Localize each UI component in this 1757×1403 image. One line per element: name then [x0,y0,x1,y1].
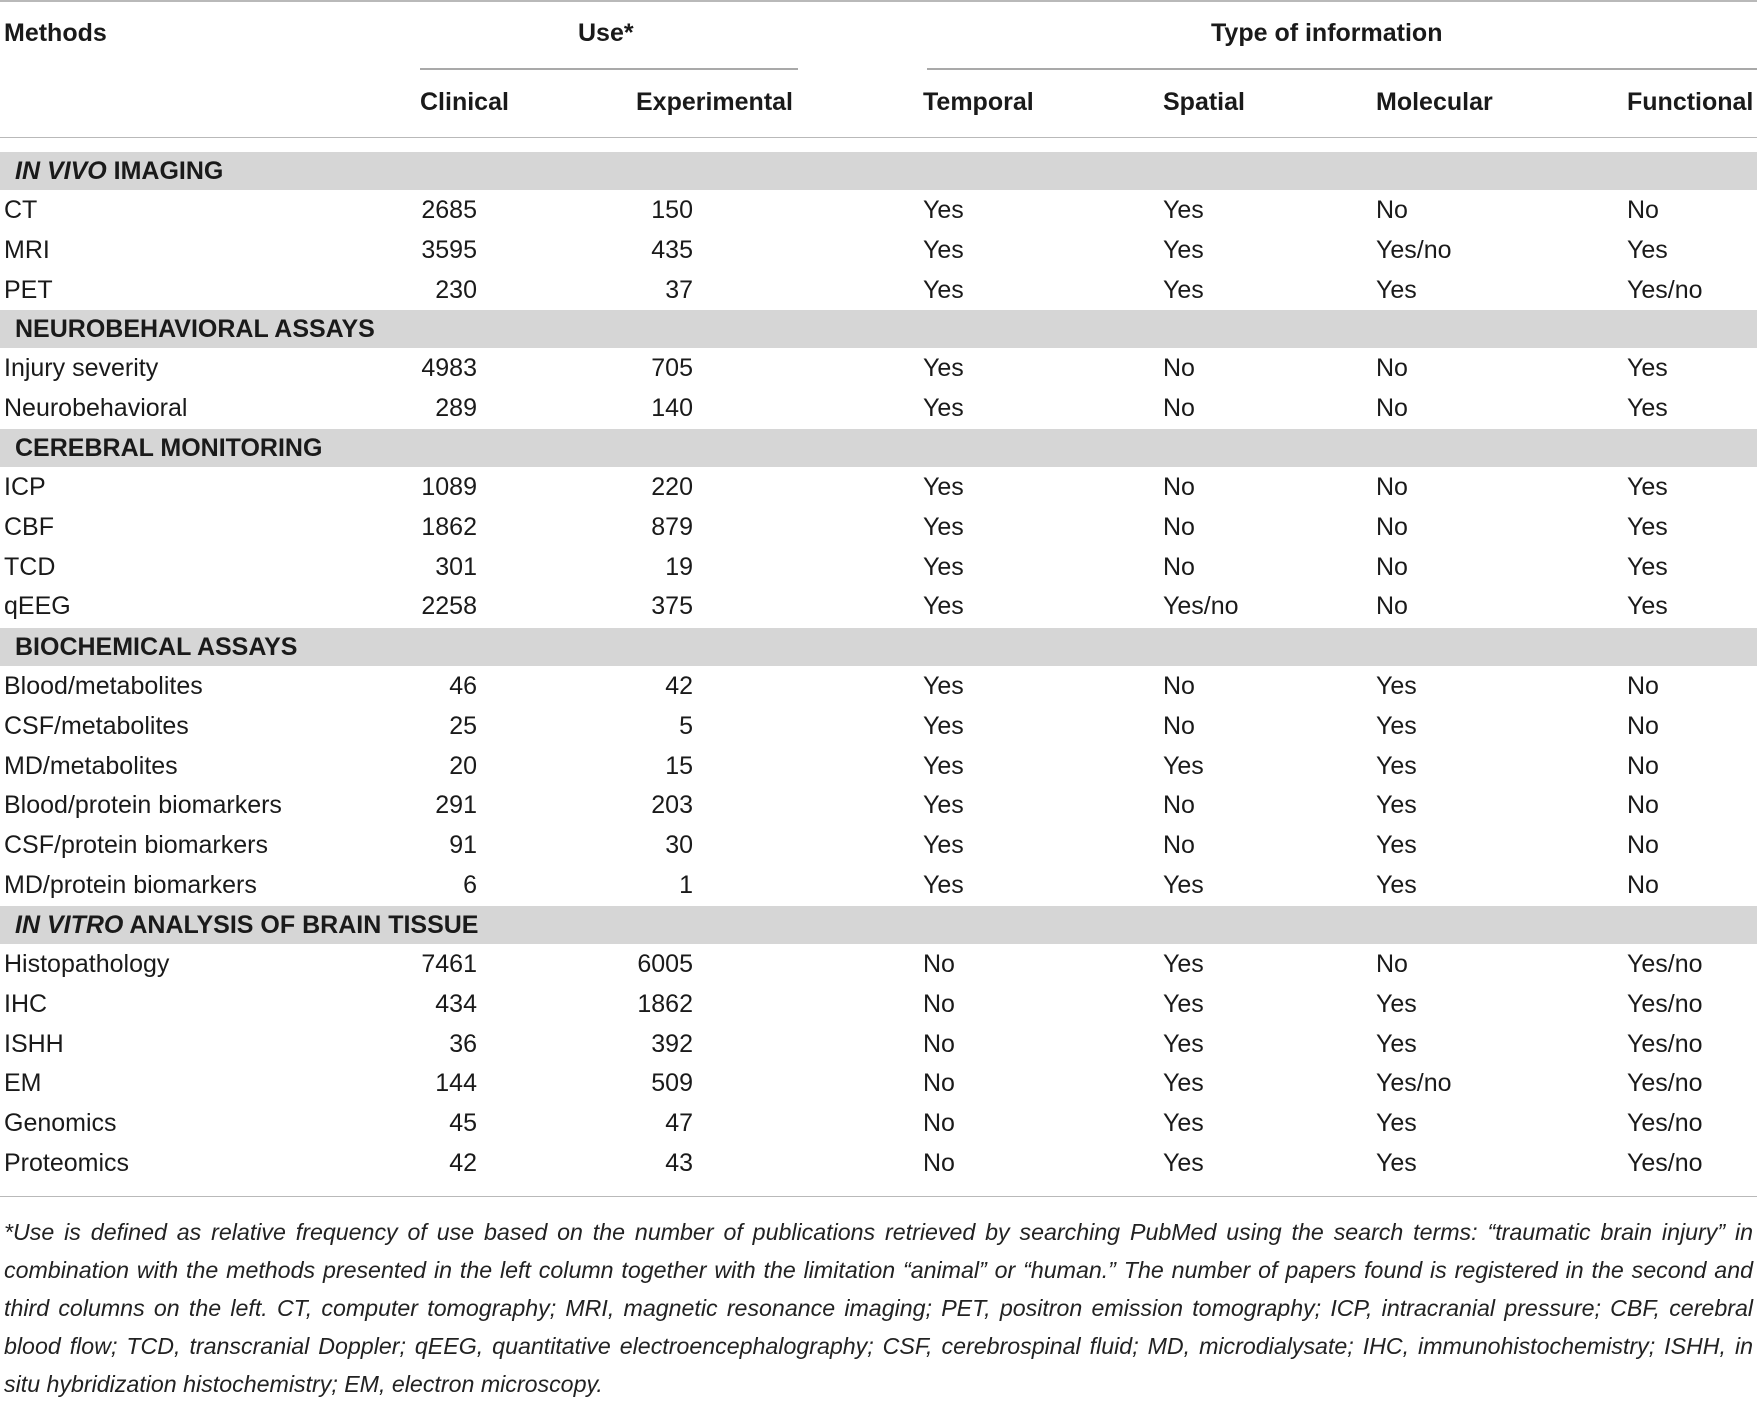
clinical-cell: 289 [435,393,477,422]
experimental-cell: 220 [651,473,693,501]
experimental-cell: 47 [665,1109,693,1138]
clinical-cell: 6 [463,871,477,899]
clinical-cell: 46 [449,672,477,700]
clinical-cell: 20 [449,751,477,780]
table-row [0,944,1757,984]
functional-cell: No [1627,751,1659,780]
spatial-cell: No [1163,393,1195,422]
table-row [0,1024,1757,1064]
header-bottom-rule [0,137,1757,138]
spatial-cell: Yes [1163,1029,1204,1058]
functional-cell: Yes/no [1627,950,1703,978]
section-title: IMAGING [106,157,224,185]
section-header [0,429,1757,467]
clinical-cell: 3595 [421,235,477,264]
method-cell: Genomics [4,1109,117,1138]
clinical-cell: 2685 [421,196,477,224]
clinical-cell: 4983 [421,354,477,382]
table-row [0,230,1757,270]
header-type-of-information: Type of information [1211,19,1443,47]
method-cell: Injury severity [4,354,159,382]
functional-cell: Yes/no [1627,1109,1703,1138]
molecular-cell: Yes [1376,711,1417,740]
table-row [0,547,1757,587]
table-row [0,785,1757,825]
method-cell: Histopathology [4,950,170,978]
experimental-cell: 42 [665,672,693,700]
table-row [0,190,1757,230]
method-cell: CSF/protein biomarkers [4,831,268,860]
clinical-cell: 291 [435,791,477,820]
spatial-cell: No [1163,552,1195,581]
functional-cell: No [1627,831,1659,860]
molecular-cell: No [1376,393,1408,422]
temporal-cell: No [923,1029,955,1058]
header-temporal: Temporal [923,88,1034,116]
method-cell: Neurobehavioral [4,393,188,422]
temporal-cell: Yes [923,592,964,621]
table-footnote: *Use is defined as relative frequency of use based on the number of publications retrieved by searching PubMed using the search terms: “traumatic brain injury” in combination with the methods presented in the left column together with the limitation “animal” or “human.” The number of papers found is registered in the second and third columns on the left. CT, computer tomography; MRI, magnetic resonance imaging; PET, positron emission tomography; ICP, intracranial pressure; CBF, cerebral blood flow; TCD, transcranial Doppler; qEEG, quantitative electroencephalography; CSF, cerebrospinal fluid; MD, microdialysate; IHC, immunohistochemistry; ISHH, in situ hybridization histochemistry; EM, electron microscopy. [4,1219,1753,1397]
molecular-cell: No [1376,196,1408,224]
experimental-cell: 6005 [637,950,693,978]
method-cell: ISHH [4,1029,64,1058]
molecular-cell: No [1376,552,1408,581]
functional-cell: Yes [1627,473,1668,501]
experimental-cell: 509 [651,1069,693,1098]
section-header [0,906,1757,944]
header-spatial: Spatial [1163,88,1245,116]
molecular-cell: No [1376,354,1408,382]
table-row [0,666,1757,706]
molecular-cell: Yes [1376,672,1417,700]
experimental-cell: 30 [665,831,693,860]
functional-cell: No [1627,672,1659,700]
functional-cell: No [1627,871,1659,899]
section-title: CEREBRAL MONITORING [15,434,323,462]
temporal-cell: No [923,1149,955,1177]
molecular-cell: No [1376,512,1408,541]
clinical-cell: 1089 [421,473,477,501]
molecular-cell: Yes [1376,275,1417,304]
experimental-cell: 879 [651,512,693,541]
functional-cell: Yes [1627,592,1668,621]
method-cell: Proteomics [4,1149,130,1177]
spatial-cell: No [1163,831,1195,860]
experimental-cell: 1 [679,871,693,899]
temporal-cell: Yes [923,393,964,422]
table-row [0,586,1757,626]
spatial-cell: Yes [1163,196,1204,224]
molecular-cell: No [1376,592,1408,621]
section-title: NEUROBEHAVIORAL ASSAYS [15,315,375,343]
spatial-cell: Yes/no [1163,592,1239,621]
experimental-cell: 150 [651,196,693,224]
spatial-cell: Yes [1163,989,1204,1018]
functional-cell: Yes/no [1627,1029,1703,1058]
molecular-cell: Yes [1376,1029,1417,1058]
functional-cell: No [1627,711,1659,740]
spatial-cell: Yes [1163,1069,1204,1098]
temporal-cell: Yes [923,473,964,501]
clinical-cell: 144 [435,1069,477,1098]
header-functional: Functional [1627,88,1754,116]
method-cell: MD/protein biomarkers [4,871,257,899]
temporal-cell: No [923,989,955,1018]
temporal-cell: Yes [923,711,964,740]
clinical-cell: 91 [449,831,477,860]
use-group-rule [420,68,798,70]
functional-cell: No [1627,791,1659,820]
table-row [0,1143,1757,1183]
temporal-cell: Yes [923,275,964,304]
header-clinical: Clinical [420,88,509,116]
table-row [0,746,1757,786]
functional-cell: Yes/no [1627,989,1703,1018]
method-cell: CT [4,196,38,224]
experimental-cell: 140 [651,393,693,422]
temporal-cell: No [923,950,955,978]
method-cell: TCD [4,552,56,581]
experimental-cell: 19 [665,552,693,581]
molecular-cell: Yes [1376,989,1417,1018]
molecular-cell: No [1376,950,1408,978]
section-header [0,310,1757,348]
method-cell: PET [4,275,53,304]
clinical-cell: 301 [435,552,477,581]
spatial-cell: Yes [1163,751,1204,780]
section-title: BIOCHEMICAL ASSAYS [15,633,298,661]
header-experimental: Experimental [636,88,794,116]
header-use: Use* [578,19,634,47]
molecular-cell: Yes/no [1376,1069,1452,1098]
section-title: ANALYSIS OF BRAIN TISSUE [123,911,479,939]
molecular-cell: Yes [1376,751,1417,780]
molecular-cell: No [1376,473,1408,501]
section-title-italic: IN VIVO [15,157,107,185]
header-methods: Methods [4,19,107,47]
temporal-cell: Yes [923,871,964,899]
temporal-cell: Yes [923,512,964,541]
functional-cell: Yes [1627,552,1668,581]
spatial-cell: Yes [1163,275,1204,304]
spatial-cell: Yes [1163,871,1204,899]
spatial-cell: Yes [1163,235,1204,264]
clinical-cell: 45 [449,1109,477,1138]
spatial-cell: No [1163,354,1195,382]
table-row [0,467,1757,507]
table-row [0,706,1757,746]
experimental-cell: 375 [651,592,693,621]
method-cell: CBF [4,512,54,541]
experimental-cell: 435 [651,235,693,264]
section-title-italic: IN VITRO [15,911,124,939]
section-header [0,152,1757,190]
table-bottom-rule [0,1196,1757,1197]
functional-cell: Yes/no [1627,1069,1703,1098]
molecular-cell: Yes [1376,1149,1417,1177]
method-cell: ICP [4,473,46,501]
table-row [0,348,1757,388]
top-rule [0,0,1757,2]
temporal-cell: Yes [923,751,964,780]
functional-cell: Yes/no [1627,275,1703,304]
spatial-cell: Yes [1163,1149,1204,1177]
temporal-cell: Yes [923,196,964,224]
section-header [0,628,1757,666]
molecular-cell: Yes [1376,1109,1417,1138]
table-row [0,1063,1757,1103]
method-cell: qEEG [4,592,71,621]
spatial-cell: No [1163,512,1195,541]
clinical-cell: 230 [435,275,477,304]
experimental-cell: 705 [651,354,693,382]
clinical-cell: 7461 [421,950,477,978]
table-row [0,825,1757,865]
temporal-cell: Yes [923,672,964,700]
temporal-cell: Yes [923,791,964,820]
table-row [0,388,1757,428]
spatial-cell: No [1163,791,1195,820]
method-cell: EM [4,1069,42,1098]
clinical-cell: 42 [449,1149,477,1177]
temporal-cell: No [923,1109,955,1138]
functional-cell: Yes/no [1627,1149,1703,1177]
temporal-cell: No [923,1069,955,1098]
method-cell: Blood/protein biomarkers [4,791,282,820]
functional-cell: Yes [1627,235,1668,264]
molecular-cell: Yes [1376,791,1417,820]
header-molecular: Molecular [1376,88,1493,116]
experimental-cell: 1862 [637,989,693,1018]
type-group-rule [927,68,1757,70]
table-row [0,507,1757,547]
temporal-cell: Yes [923,354,964,382]
method-cell: Blood/metabolites [4,672,203,700]
spatial-cell: Yes [1163,950,1204,978]
functional-cell: Yes [1627,354,1668,382]
spatial-cell: No [1163,711,1195,740]
table-row [0,270,1757,310]
clinical-cell: 36 [449,1029,477,1058]
molecular-cell: Yes/no [1376,235,1452,264]
functional-cell: No [1627,196,1659,224]
experimental-cell: 5 [679,711,693,740]
experimental-cell: 203 [651,791,693,820]
method-cell: MD/metabolites [4,751,178,780]
molecular-cell: Yes [1376,871,1417,899]
spatial-cell: Yes [1163,1109,1204,1138]
table-row [0,984,1757,1024]
experimental-cell: 392 [651,1029,693,1058]
clinical-cell: 1862 [421,512,477,541]
method-cell: IHC [4,989,48,1018]
functional-cell: Yes [1627,512,1668,541]
temporal-cell: Yes [923,831,964,860]
molecular-cell: Yes [1376,831,1417,860]
spatial-cell: No [1163,473,1195,501]
clinical-cell: 434 [435,989,477,1018]
method-cell: MRI [4,235,50,264]
clinical-cell: 25 [449,711,477,740]
experimental-cell: 15 [665,751,693,780]
table-row [0,1103,1757,1143]
experimental-cell: 43 [665,1149,693,1177]
table-row [0,865,1757,905]
experimental-cell: 37 [665,275,693,304]
temporal-cell: Yes [923,235,964,264]
functional-cell: Yes [1627,393,1668,422]
temporal-cell: Yes [923,552,964,581]
spatial-cell: No [1163,672,1195,700]
method-cell: CSF/metabolites [4,711,189,740]
clinical-cell: 2258 [421,592,477,621]
